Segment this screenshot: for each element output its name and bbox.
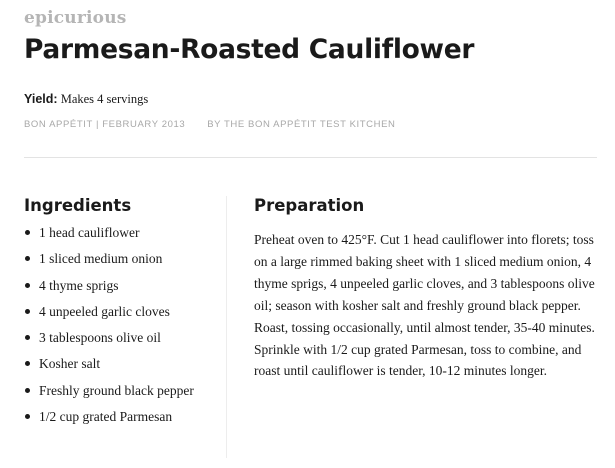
ingredient-item: [24, 356, 214, 372]
preparation-heading: Preparation: [254, 196, 365, 215]
ingredient-item: [24, 383, 214, 399]
bullet-icon: [25, 361, 30, 366]
yield-value: Makes 4 servings: [60, 92, 149, 106]
ingredients-section: [24, 196, 214, 435]
header-divider: [24, 157, 597, 158]
ingredient-item: [24, 330, 214, 346]
ingredient-text: 4 thyme sprigs: [39, 277, 119, 293]
ingredient-item: [24, 251, 214, 267]
recipe-title: Parmesan-Roasted Cauliflower: [24, 34, 475, 65]
recipe-yield: [24, 92, 148, 107]
ingredient-text: 1 sliced medium onion: [39, 251, 163, 267]
ingredient-item: [24, 278, 214, 294]
recipe-source: BON APPÉTIT | FEBRUARY 2013: [24, 119, 186, 130]
bullet-icon: [25, 309, 30, 314]
bullet-icon: [25, 230, 30, 235]
recipe-author: BY THE BON APPÉTIT TEST KITCHEN: [207, 119, 396, 130]
bullet-icon: [25, 388, 30, 393]
preparation-text: Preheat oven to 425°F. Cut 1 head cauliflower into florets; toss on a large rimmed baking sheet with 1 sliced medium onion, 4 thyme sprigs, 4 unpeeled garlic cloves, and 3 tablespoons olive oil; season with kosher salt and freshly ground black pepper. Roast, tossing occasionally, until almost tender, 35-40 minutes. Sprinkle with 1/2 cup grated Parmesan, toss to combine, and roast until cauliflower is tender, 10-12 minutes longer.: [254, 232, 595, 379]
ingredient-text: 3 tablespoons olive oil: [39, 330, 161, 346]
yield-label: Yield:: [24, 92, 58, 106]
ingredient-text: 4 unpeeled garlic cloves: [39, 303, 170, 319]
recipe-byline: [24, 119, 395, 130]
epicurious-logo: epicurious: [24, 8, 127, 28]
ingredient-text: Freshly ground black pepper: [39, 382, 194, 398]
bullet-icon: [25, 335, 30, 340]
bullet-icon: [25, 283, 30, 288]
bullet-icon: [25, 414, 30, 419]
ingredient-text: 1 head cauliflower: [39, 225, 140, 240]
ingredient-item: [24, 304, 214, 320]
ingredient-text: 1/2 cup grated Parmesan: [39, 409, 173, 425]
ingredient-item: [24, 225, 214, 241]
ingredients-list: [24, 225, 214, 425]
ingredient-text: Kosher salt: [39, 356, 101, 372]
preparation-section: [254, 196, 606, 382]
ingredient-item: [24, 409, 214, 425]
ingredients-heading: Ingredients: [24, 196, 132, 215]
column-divider: [226, 196, 227, 458]
bullet-icon: [25, 256, 30, 261]
